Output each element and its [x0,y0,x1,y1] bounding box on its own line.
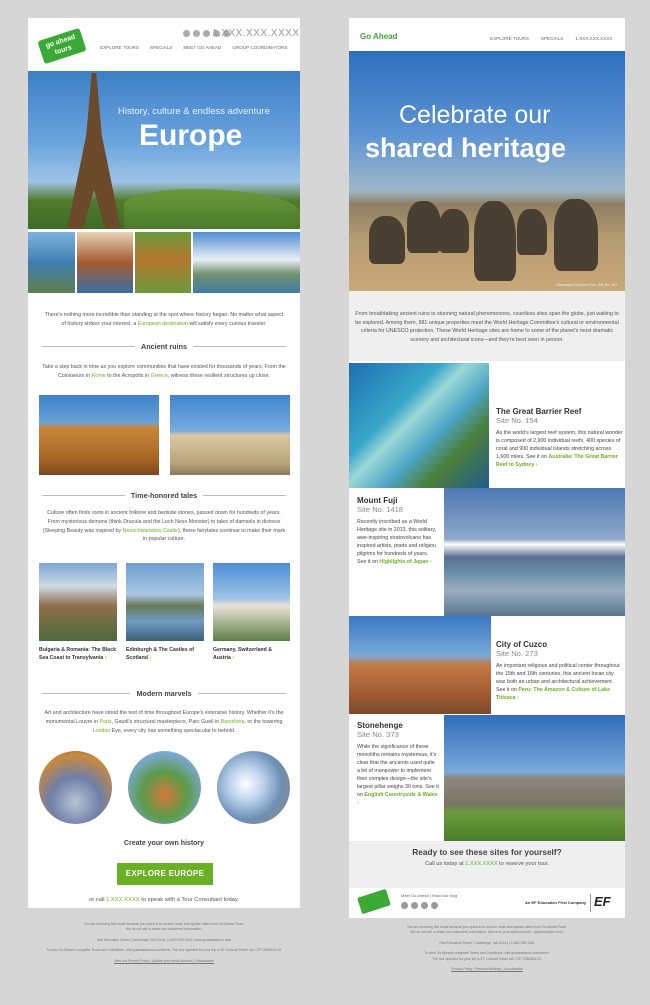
ef-logo[interactable]: EF [594,894,611,909]
pinterest-icon[interactable] [421,902,428,909]
thumb-coast[interactable] [28,232,75,293]
section-tales-heading: Time-honored tales [42,491,286,500]
thumb-alps[interactable] [193,232,300,293]
header-nav [100,45,287,50]
london-eye-circle-image[interactable] [217,751,290,824]
cta-phone-link[interactable]: 1.XXX.XXXX [106,897,140,903]
hero-subtitle: History, culture & endless adventure [118,106,270,117]
nav-specials[interactable]: SPECIALS [149,45,173,50]
nav-explore-tours-right[interactable]: EXPLORE TOURS [490,36,529,41]
nav-meet-go-ahead[interactable]: MEET GO AHEAD [183,45,222,50]
cuzco-image[interactable] [349,616,491,714]
ready-subtext: Call us today at 1.XXX.XXXX to reserve your tour. [425,861,549,867]
thumb-tiles[interactable] [77,232,133,293]
elephant-shape [439,209,469,253]
ready-phone-link[interactable]: 1.XXX.XXXX [465,861,498,867]
thumb-palace[interactable] [135,232,191,293]
mount-fuji-image[interactable] [444,488,625,616]
site-mount-fuji: Mount Fuji Site No. 1418 Recently inscribed as a World Heritage site in 2013, this solitary, awe-inspiring stratovolcano has inspired artists, poets and religious pilgrims for hundreds of years. See it on Highlights of Japan › [357,496,439,565]
twitter-icon[interactable] [193,30,200,37]
hero-banner[interactable] [28,71,300,229]
arrow-pointer [436,540,444,556]
ef-divider [590,894,591,912]
section-ancient-ruins-heading: Ancient ruins [42,342,286,351]
colosseum-image[interactable] [39,395,159,475]
nav-specials-right[interactable]: SPECIALS [540,36,564,41]
nav-explore-tours[interactable]: EXPLORE TOURS [100,45,139,50]
elephant-shape [407,201,441,253]
hero-line-1: Celebrate our [399,101,551,129]
nav-group-coordinators[interactable]: GROUP COORDINATORS [232,45,288,50]
nav-phone-right: 1.XXX.XXX.XXXX [575,36,613,41]
great-barrier-reef-image[interactable] [349,363,489,488]
arrow-pointer [436,748,444,764]
heritage-intro: From breathtaking ancient ruins to stunning natural phenomenons, countless sites span the globe, just waiting to be explored. Among them, 981 unique properties meet the World Heritage Committee's cultural or environmental criteria for UNESCO protection. These World Heritage sites are home to some of the planet's most dramatic scenery and architectural icons—and they're best seen in person. [349,291,625,361]
heritage-email [349,18,625,888]
section-marvels-heading: Modern marvels [42,689,286,698]
site-link-peru[interactable]: Peru: The Amazon & Culture of Lake Titicaca [496,687,611,701]
eiffel-tower-image [66,73,122,229]
hero-line-2: shared heritage [365,133,567,163]
site-great-barrier-reef: The Great Barrier Reef Site No. 154 As the world's largest reef system, this natural wonder is composed of 2,900 individual reefs, 400 species of coral and 900 individual islands stretching across 1,600 miles. See it on Australia: The Great Barrier Reef to Sydney › [496,407,623,468]
ready-heading: Ready to see these sites for yourself? [412,847,562,857]
explore-europe-button[interactable]: EXPLORE EUROPE [117,863,213,885]
hero-title: Europe [139,119,243,152]
right-bottom-bar [349,888,625,918]
header-nav-right [490,36,612,41]
stonehenge-image[interactable] [444,715,625,841]
london-link[interactable]: London [92,727,111,734]
elephant-shape [474,201,516,281]
cta-subtext: or call 1.XXX.XXXX to speak with a Tour Consultant today. [89,897,239,903]
louvre-circle-image[interactable] [39,751,112,824]
caption-germany[interactable]: Germany, Switzerland & Austria › [213,647,272,661]
caption-edinburgh[interactable]: Edinburgh & The Castles of Scotland › [126,647,195,661]
rome-link[interactable]: Rome [91,372,106,379]
right-footer-links[interactable]: Privacy Policy | Personal settings | Unsubscribe [451,967,523,972]
section-marvels-text: Art and architecture have stood the test of time throughout Europe's extensive history. Whether it's the monumental Louvre in Paris, Gaudi's structural masterpiece, Parc Guell in Barcelona, or the towering London Eye, every city has something spectacular to behold. [44,710,284,734]
site-cuzco: City of Cuzco Site No. 273 An important religious and political center throughout the 15th and 16th centuries, this ancient Incan city was both an urban and architectural achievement. See it on Peru: The Amazon & Culture of Lake Titicaca › [496,640,620,701]
goahead-logo[interactable]: go ahead tours [37,28,86,64]
bottom-links[interactable]: Meet Go Ahead | Read our blog [401,893,458,898]
ready-section [349,841,625,888]
elephant-shape [517,209,547,255]
facebook-icon[interactable] [183,30,190,37]
european-destination-link[interactable]: European destination [137,320,188,327]
twitter-icon[interactable] [411,902,418,909]
cta-heading: Create your own history [123,840,205,847]
goahead-logo-text[interactable]: Go Ahead [360,32,398,41]
scotland-loch-image[interactable] [126,563,204,641]
paris-link[interactable]: Paris [99,718,112,725]
barcelona-link[interactable]: Barcelona [220,718,245,725]
section-tales-text: Culture often finds roots in ancient folklore and bedside stories, passed down for hundreds of years. From mysterious demons (think Dracula and the Loch Ness Monster) to tales of damsels in distress (Sleeping Beauty was inspired by Neuschwanstein Castle), these fairytales continue to make their mark in popular culture. [42,510,286,543]
elephant-shape [554,199,598,271]
parc-guell-circle-image[interactable] [128,751,201,824]
site-stonehenge: Stonehenge Site No. 373 While the significance of these monoliths remains mysterious, it's clear that the ancients used quite a bit of manpower to implement their complex design—the site's largest pillar weighs 30 tons. See it on English Countryside & Wales › [357,721,439,806]
bran-castle-image[interactable] [39,563,117,641]
elephant-shape [369,216,405,264]
europe-email [28,18,300,908]
header-phone: 1.XXX.XXX.XXXX [212,28,300,39]
right-footer: You are receiving this email because you opted in to receive news and special offers from Go Ahead Tours. We do not sell or share our customers' information. Add us to your address book: <goahead@ef.com> One Education Street | Cambridge, MA 02141 | 1-800-590-1161 To view Go Ahead's complete Terms and Conditions, visit goaheadtours.com/terms. The tour operator for your trip is EF Cultural Travel Ltd. CST 2060343-20. Privacy Policy | Personal settings | Unsubscribe [349,925,625,972]
hero-thumbnails [28,232,300,293]
section-ancient-ruins-text: Take a step back in time as you explore communities that have existed for thousands of years. From the Colosseum in Rome to the Acropolis in Greece, witness these resilient structures up close. [42,364,286,379]
hero-credit: Kilimanjaro National Park, Site No. 403 [556,283,617,287]
left-footer: You are receiving this email because you opted in to receive news and special offers from Go Ahead Tours. We do not sell or share our customers' information. One Education Street | Cambridge, MA 02141 | 1-800-590-1161 | www.goaheadtours.com To view Go Ahead's complete Terms and Conditions, visit goaheadtours.com/terms. The tour operator for your trip is EF Cultural Travel Ltd. CST 2060343-20. View our Privacy Policy | Update your email address | Unsubscribe [28,922,300,964]
left-footer-links[interactable]: View our Privacy Policy | Update your email address | Unsubscribe [113,958,215,963]
google-plus-icon[interactable] [203,30,210,37]
neuschwanstein-link[interactable]: Neuschwanstein Castle [122,527,178,534]
site-link-japan[interactable]: Highlights of Japan [379,559,429,565]
site-link-england[interactable]: English Countryside & Wales [364,792,438,798]
site-link-australia[interactable]: Australia: The Great Barrier Reef to Sydney [496,454,618,468]
social-icons-right [401,902,438,909]
goahead-tag-logo[interactable] [357,889,391,914]
caption-bulgaria-romania[interactable]: Bulgaria & Romania: The Black Sea Coast to Transylvania › [39,647,116,661]
heritage-hero[interactable] [349,51,625,291]
facebook-icon[interactable] [401,902,408,909]
google-plus-icon[interactable] [431,902,438,909]
greece-link[interactable]: Greece [150,372,168,379]
parthenon-image[interactable] [170,395,290,475]
ef-company-text: An EF Education First Company [525,900,587,905]
intro-text: There's nothing more incredible than standing at the spot where history began. No matter what aspect of history strikes your interest, a European destination will satisfy every curious traveler. [44,312,284,327]
neuschwanstein-image[interactable] [213,563,290,641]
hedge-garden [124,189,300,229]
